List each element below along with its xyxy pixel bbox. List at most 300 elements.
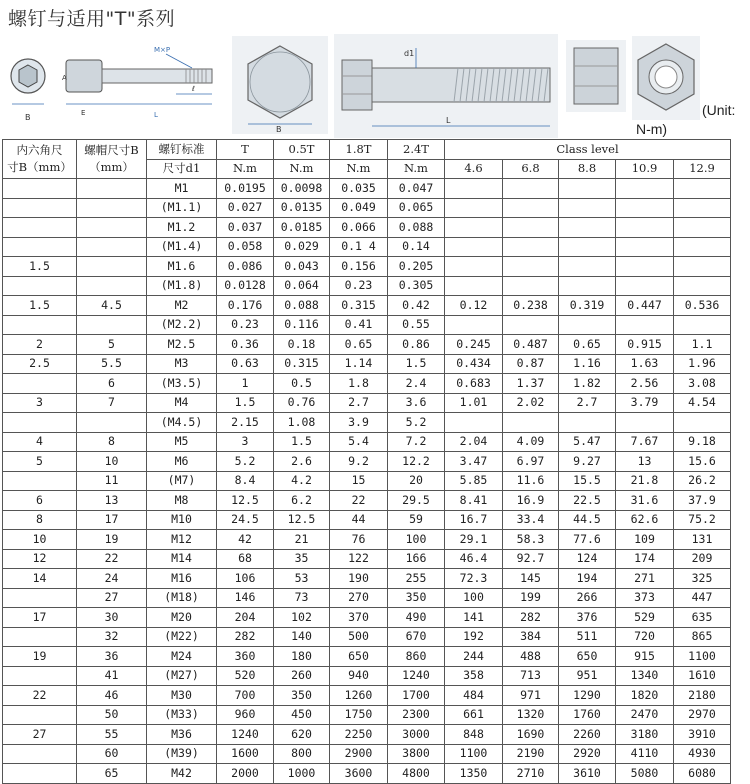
class-4-6-cell: 100 — [445, 588, 503, 608]
class-10-9-cell: 1.63 — [616, 354, 674, 374]
bolt-size-cell: (M18) — [147, 588, 217, 608]
torque-0-5t-cell: 1.08 — [274, 413, 330, 433]
class-8-8-cell: 5.47 — [559, 432, 616, 452]
torque-t-cell: 0.36 — [217, 335, 274, 355]
class-4-6-cell — [445, 315, 503, 335]
class-10-9-cell: 271 — [616, 569, 674, 589]
bolt-size-cell: M16 — [147, 569, 217, 589]
class-4-6-cell — [445, 237, 503, 257]
class-10-9-cell — [616, 257, 674, 277]
class-6-8-cell — [503, 198, 559, 218]
header-class-12-9: 12.9 — [674, 159, 731, 179]
class-10-9-cell: 31.6 — [616, 491, 674, 511]
class-4-6-cell — [445, 218, 503, 238]
class-12-9-cell: 635 — [674, 608, 731, 628]
hex-size-cell: 12 — [3, 549, 77, 569]
header-row-1 — [3, 140, 731, 160]
class-6-8-cell — [503, 257, 559, 277]
table-row — [3, 530, 731, 550]
hex-size-cell: 14 — [3, 569, 77, 589]
class-6-8-cell: 1690 — [503, 725, 559, 745]
torque-0-5t-cell: 2.6 — [274, 452, 330, 472]
torque-0-5t-cell: 53 — [274, 569, 330, 589]
hex-size-cell: 5 — [3, 452, 77, 472]
torque-1-8t-cell: 0.41 — [330, 315, 388, 335]
torque-2-4t-cell: 59 — [388, 510, 445, 530]
bolt-size-cell: (M27) — [147, 666, 217, 686]
torque-2-4t-cell: 2300 — [388, 705, 445, 725]
class-6-8-cell: 58.3 — [503, 530, 559, 550]
class-10-9-cell — [616, 179, 674, 199]
torque-0-5t-cell: 1000 — [274, 764, 330, 784]
cap-size-cell: 22 — [77, 549, 147, 569]
fig2-label-b: B — [276, 125, 282, 134]
hex-size-cell — [3, 666, 77, 686]
class-6-8-cell: 33.4 — [503, 510, 559, 530]
class-6-8-cell — [503, 276, 559, 296]
class-8-8-cell: 15.5 — [559, 471, 616, 491]
table-row — [3, 491, 731, 511]
torque-0-5t-cell: 0.064 — [274, 276, 330, 296]
socket-screw-drawing — [6, 38, 228, 134]
torque-1-8t-cell: 1260 — [330, 686, 388, 706]
torque-0-5t-cell: 260 — [274, 666, 330, 686]
bolt-size-cell: (M1.8) — [147, 276, 217, 296]
hex-size-cell: 1.5 — [3, 257, 77, 277]
class-6-8-cell: 11.6 — [503, 471, 559, 491]
cap-size-cell: 11 — [77, 471, 147, 491]
torque-0-5t-cell: 73 — [274, 588, 330, 608]
hex-size-cell: 10 — [3, 530, 77, 550]
class-12-9-cell: 2970 — [674, 705, 731, 725]
torque-0-5t-cell: 0.0135 — [274, 198, 330, 218]
class-10-9-cell: 5080 — [616, 764, 674, 784]
class-4-6-cell: 358 — [445, 666, 503, 686]
torque-0-5t-cell: 0.0098 — [274, 179, 330, 199]
hex-size-cell — [3, 218, 77, 238]
torque-0-5t-cell: 1.5 — [274, 432, 330, 452]
torque-2-4t-cell: 12.2 — [388, 452, 445, 472]
torque-2-4t-cell: 1240 — [388, 666, 445, 686]
class-10-9-cell: 174 — [616, 549, 674, 569]
hex-head-top-view — [232, 36, 328, 134]
torque-1-8t-cell: 650 — [330, 647, 388, 667]
hex-size-cell — [3, 198, 77, 218]
bolt-size-cell: M6 — [147, 452, 217, 472]
class-4-6-cell: 5.85 — [445, 471, 503, 491]
fig1-label-l2: ℓ — [192, 85, 195, 93]
torque-2-4t-cell: 1.5 — [388, 354, 445, 374]
class-4-6-cell: 1350 — [445, 764, 503, 784]
torque-2-4t-cell: 350 — [388, 588, 445, 608]
class-12-9-cell: 325 — [674, 569, 731, 589]
table-row — [3, 510, 731, 530]
class-12-9-cell: 6080 — [674, 764, 731, 784]
class-12-9-cell: 9.18 — [674, 432, 731, 452]
torque-2-4t-cell: 4800 — [388, 764, 445, 784]
class-4-6-cell: 661 — [445, 705, 503, 725]
cap-size-cell: 19 — [77, 530, 147, 550]
bolt-size-cell: (M4.5) — [147, 413, 217, 433]
bolt-size-cell: M42 — [147, 764, 217, 784]
unit-label-2: N-m) — [636, 121, 668, 137]
cap-size-cell: 55 — [77, 725, 147, 745]
cap-size-cell: 7 — [77, 393, 147, 413]
class-4-6-cell: 0.683 — [445, 374, 503, 394]
class-10-9-cell: 2.56 — [616, 374, 674, 394]
hex-size-cell — [3, 179, 77, 199]
class-12-9-cell — [674, 198, 731, 218]
torque-t-cell: 1240 — [217, 725, 274, 745]
table-row — [3, 413, 731, 433]
cap-size-cell: 46 — [77, 686, 147, 706]
torque-1-8t-cell: 1750 — [330, 705, 388, 725]
cap-size-cell: 5.5 — [77, 354, 147, 374]
cap-size-cell — [77, 413, 147, 433]
torque-1-8t-cell: 1.8 — [330, 374, 388, 394]
cap-size-cell: 30 — [77, 608, 147, 628]
torque-1-8t-cell: 3600 — [330, 764, 388, 784]
torque-2-4t-cell: 20 — [388, 471, 445, 491]
class-12-9-cell: 865 — [674, 627, 731, 647]
torque-t-cell: 12.5 — [217, 491, 274, 511]
table-row — [3, 764, 731, 784]
header-bolt-label-2: 尺寸d1 — [147, 159, 217, 179]
torque-2-4t-cell: 490 — [388, 608, 445, 628]
bolt-size-cell: M12 — [147, 530, 217, 550]
torque-2-4t-cell: 0.86 — [388, 335, 445, 355]
table-row — [3, 627, 731, 647]
torque-t-cell: 0.63 — [217, 354, 274, 374]
torque-t-cell: 700 — [217, 686, 274, 706]
class-10-9-cell — [616, 218, 674, 238]
bolt-size-cell: (M1.1) — [147, 198, 217, 218]
class-8-8-cell: 511 — [559, 627, 616, 647]
torque-1-8t-cell: 370 — [330, 608, 388, 628]
hex-size-cell: 17 — [3, 608, 77, 628]
bolt-size-cell: M5 — [147, 432, 217, 452]
class-8-8-cell — [559, 276, 616, 296]
torque-1-8t-cell: 2.7 — [330, 393, 388, 413]
class-4-6-cell: 244 — [445, 647, 503, 667]
class-8-8-cell: 77.6 — [559, 530, 616, 550]
torque-0-5t-cell: 0.116 — [274, 315, 330, 335]
bolt-size-cell: M30 — [147, 686, 217, 706]
class-8-8-cell: 2920 — [559, 744, 616, 764]
hex-size-cell — [3, 588, 77, 608]
class-6-8-cell: 145 — [503, 569, 559, 589]
torque-t-cell: 360 — [217, 647, 274, 667]
hex-size-cell — [3, 627, 77, 647]
cap-size-cell — [77, 315, 147, 335]
torque-t-cell: 960 — [217, 705, 274, 725]
table-row — [3, 471, 731, 491]
header-class-10-9: 10.9 — [616, 159, 674, 179]
table-row — [3, 315, 731, 335]
class-8-8-cell: 3610 — [559, 764, 616, 784]
class-12-9-cell — [674, 218, 731, 238]
class-8-8-cell: 2.7 — [559, 393, 616, 413]
torque-1-8t-cell: 0.1 4 — [330, 237, 388, 257]
class-10-9-cell: 373 — [616, 588, 674, 608]
cap-size-cell — [77, 218, 147, 238]
fig1-label-a: A — [62, 74, 67, 82]
table-row — [3, 237, 731, 257]
bolt-size-cell: M10 — [147, 510, 217, 530]
class-4-6-cell: 8.41 — [445, 491, 503, 511]
torque-0-5t-cell: 620 — [274, 725, 330, 745]
cap-size-cell: 41 — [77, 666, 147, 686]
cap-size-cell: 8 — [77, 432, 147, 452]
bolt-size-cell: M36 — [147, 725, 217, 745]
torque-1-8t-cell: 3.9 — [330, 413, 388, 433]
class-8-8-cell: 650 — [559, 647, 616, 667]
class-8-8-cell: 376 — [559, 608, 616, 628]
torque-t-cell: 282 — [217, 627, 274, 647]
class-10-9-cell: 2470 — [616, 705, 674, 725]
class-10-9-cell — [616, 237, 674, 257]
class-6-8-cell: 1320 — [503, 705, 559, 725]
torque-1-8t-cell: 270 — [330, 588, 388, 608]
header-class-level: Class level — [445, 140, 731, 160]
class-12-9-cell: 4930 — [674, 744, 731, 764]
class-6-8-cell — [503, 237, 559, 257]
cap-size-cell: 13 — [77, 491, 147, 511]
header-0-5t: 0.5T — [274, 140, 330, 160]
hex-size-cell — [3, 237, 77, 257]
hex-size-cell: 1.5 — [3, 296, 77, 316]
bolt-size-cell: (M2.2) — [147, 315, 217, 335]
class-8-8-cell — [559, 179, 616, 199]
class-4-6-cell — [445, 276, 503, 296]
torque-2-4t-cell: 3000 — [388, 725, 445, 745]
class-10-9-cell: 529 — [616, 608, 674, 628]
hex-size-cell: 8 — [3, 510, 77, 530]
torque-t-cell: 0.086 — [217, 257, 274, 277]
cap-size-cell — [77, 179, 147, 199]
bolt-size-cell: (M3.5) — [147, 374, 217, 394]
hex-size-cell: 2.5 — [3, 354, 77, 374]
class-4-6-cell: 29.1 — [445, 530, 503, 550]
class-4-6-cell — [445, 413, 503, 433]
table-row — [3, 276, 731, 296]
class-12-9-cell: 1610 — [674, 666, 731, 686]
class-4-6-cell: 484 — [445, 686, 503, 706]
class-8-8-cell: 0.65 — [559, 335, 616, 355]
class-8-8-cell: 0.319 — [559, 296, 616, 316]
cap-size-cell: 50 — [77, 705, 147, 725]
class-8-8-cell: 1290 — [559, 686, 616, 706]
class-12-9-cell — [674, 237, 731, 257]
class-8-8-cell: 1.16 — [559, 354, 616, 374]
class-8-8-cell: 266 — [559, 588, 616, 608]
class-6-8-cell: 16.9 — [503, 491, 559, 511]
torque-t-cell: 0.037 — [217, 218, 274, 238]
table-row — [3, 374, 731, 394]
hex-size-cell — [3, 276, 77, 296]
class-12-9-cell: 4.54 — [674, 393, 731, 413]
table-row — [3, 647, 731, 667]
header-unit-t: N.m — [217, 159, 274, 179]
torque-2-4t-cell: 0.205 — [388, 257, 445, 277]
torque-2-4t-cell: 0.088 — [388, 218, 445, 238]
header-1-8t: 1.8T — [330, 140, 388, 160]
bolt-size-cell: (M39) — [147, 744, 217, 764]
torque-t-cell: 204 — [217, 608, 274, 628]
table-row — [3, 179, 731, 199]
cap-size-cell: 5 — [77, 335, 147, 355]
class-6-8-cell: 1.37 — [503, 374, 559, 394]
unit-label: (Unit: — [702, 102, 736, 118]
torque-0-5t-cell: 0.0185 — [274, 218, 330, 238]
class-8-8-cell — [559, 257, 616, 277]
table-row — [3, 432, 731, 452]
hex-bolt-side-view — [334, 34, 558, 138]
class-4-6-cell: 3.47 — [445, 452, 503, 472]
class-8-8-cell: 9.27 — [559, 452, 616, 472]
class-10-9-cell: 7.67 — [616, 432, 674, 452]
torque-2-4t-cell: 5.2 — [388, 413, 445, 433]
torque-1-8t-cell: 0.049 — [330, 198, 388, 218]
torque-t-cell: 0.176 — [217, 296, 274, 316]
hex-size-cell: 3 — [3, 393, 77, 413]
torque-2-4t-cell: 3800 — [388, 744, 445, 764]
class-4-6-cell — [445, 257, 503, 277]
torque-0-5t-cell: 140 — [274, 627, 330, 647]
torque-0-5t-cell: 21 — [274, 530, 330, 550]
torque-1-8t-cell: 15 — [330, 471, 388, 491]
torque-0-5t-cell: 350 — [274, 686, 330, 706]
torque-2-4t-cell: 0.55 — [388, 315, 445, 335]
torque-t-cell: 3 — [217, 432, 274, 452]
class-6-8-cell — [503, 218, 559, 238]
torque-t-cell: 5.2 — [217, 452, 274, 472]
bolt-size-cell: (M22) — [147, 627, 217, 647]
header-unit-2-4t: N.m — [388, 159, 445, 179]
class-12-9-cell — [674, 257, 731, 277]
class-8-8-cell — [559, 315, 616, 335]
class-12-9-cell: 26.2 — [674, 471, 731, 491]
torque-t-cell: 2000 — [217, 764, 274, 784]
class-4-6-cell: 1.01 — [445, 393, 503, 413]
class-12-9-cell: 1.96 — [674, 354, 731, 374]
class-12-9-cell: 37.9 — [674, 491, 731, 511]
hex-size-cell: 19 — [3, 647, 77, 667]
class-10-9-cell: 720 — [616, 627, 674, 647]
class-12-9-cell — [674, 413, 731, 433]
torque-2-4t-cell: 0.065 — [388, 198, 445, 218]
class-10-9-cell — [616, 276, 674, 296]
cap-size-cell: 24 — [77, 569, 147, 589]
table-row — [3, 686, 731, 706]
torque-t-cell: 0.23 — [217, 315, 274, 335]
fig1-label-l: L — [154, 111, 158, 119]
header-2-4t: 2.4T — [388, 140, 445, 160]
bolt-size-cell: (M7) — [147, 471, 217, 491]
class-12-9-cell: 209 — [674, 549, 731, 569]
bolt-size-cell: M1.6 — [147, 257, 217, 277]
hex-size-cell — [3, 764, 77, 784]
class-8-8-cell — [559, 218, 616, 238]
class-6-8-cell: 2710 — [503, 764, 559, 784]
class-4-6-cell: 0.12 — [445, 296, 503, 316]
torque-0-5t-cell: 0.088 — [274, 296, 330, 316]
class-12-9-cell: 75.2 — [674, 510, 731, 530]
table-row — [3, 725, 731, 745]
class-4-6-cell: 16.7 — [445, 510, 503, 530]
class-10-9-cell: 21.8 — [616, 471, 674, 491]
torque-t-cell: 146 — [217, 588, 274, 608]
torque-t-cell: 0.0128 — [217, 276, 274, 296]
class-10-9-cell: 915 — [616, 647, 674, 667]
class-6-8-cell — [503, 315, 559, 335]
class-6-8-cell: 199 — [503, 588, 559, 608]
torque-1-8t-cell: 9.2 — [330, 452, 388, 472]
class-4-6-cell: 141 — [445, 608, 503, 628]
torque-2-4t-cell: 860 — [388, 647, 445, 667]
header-cap-size: 螺帽尺寸B （mm） — [77, 140, 147, 179]
hex-size-cell: 2 — [3, 335, 77, 355]
torque-2-4t-cell: 0.14 — [388, 237, 445, 257]
cap-size-cell: 17 — [77, 510, 147, 530]
torque-0-5t-cell: 0.76 — [274, 393, 330, 413]
torque-t-cell: 24.5 — [217, 510, 274, 530]
class-8-8-cell — [559, 198, 616, 218]
class-12-9-cell — [674, 179, 731, 199]
cap-size-cell — [77, 237, 147, 257]
class-4-6-cell: 72.3 — [445, 569, 503, 589]
hex-size-cell — [3, 413, 77, 433]
bolt-size-cell: M1.2 — [147, 218, 217, 238]
torque-1-8t-cell: 0.156 — [330, 257, 388, 277]
table-row — [3, 549, 731, 569]
torque-2-4t-cell: 29.5 — [388, 491, 445, 511]
header-unit-0-5t: N.m — [274, 159, 330, 179]
table-row — [3, 393, 731, 413]
class-4-6-cell: 0.245 — [445, 335, 503, 355]
class-10-9-cell: 3180 — [616, 725, 674, 745]
header-bolt-label-1: 螺钉标准 — [147, 140, 217, 160]
cap-size-cell — [77, 198, 147, 218]
torque-t-cell: 0.058 — [217, 237, 274, 257]
torque-t-cell: 1.5 — [217, 393, 274, 413]
class-10-9-cell: 62.6 — [616, 510, 674, 530]
class-4-6-cell: 192 — [445, 627, 503, 647]
hex-size-cell — [3, 705, 77, 725]
class-6-8-cell: 488 — [503, 647, 559, 667]
class-12-9-cell: 3.08 — [674, 374, 731, 394]
torque-0-5t-cell: 0.18 — [274, 335, 330, 355]
bolt-size-cell: M20 — [147, 608, 217, 628]
cap-size-cell: 10 — [77, 452, 147, 472]
class-4-6-cell: 848 — [445, 725, 503, 745]
torque-t-cell: 0.027 — [217, 198, 274, 218]
torque-1-8t-cell: 22 — [330, 491, 388, 511]
class-6-8-cell: 92.7 — [503, 549, 559, 569]
class-4-6-cell: 2.04 — [445, 432, 503, 452]
torque-2-4t-cell: 1700 — [388, 686, 445, 706]
torque-0-5t-cell: 12.5 — [274, 510, 330, 530]
class-10-9-cell: 3.79 — [616, 393, 674, 413]
torque-table — [2, 139, 731, 784]
class-6-8-cell: 2.02 — [503, 393, 559, 413]
table-row — [3, 218, 731, 238]
class-4-6-cell: 0.434 — [445, 354, 503, 374]
fig1-label-e: E — [81, 109, 86, 117]
torque-0-5t-cell: 450 — [274, 705, 330, 725]
cap-size-cell: 27 — [77, 588, 147, 608]
class-12-9-cell: 131 — [674, 530, 731, 550]
